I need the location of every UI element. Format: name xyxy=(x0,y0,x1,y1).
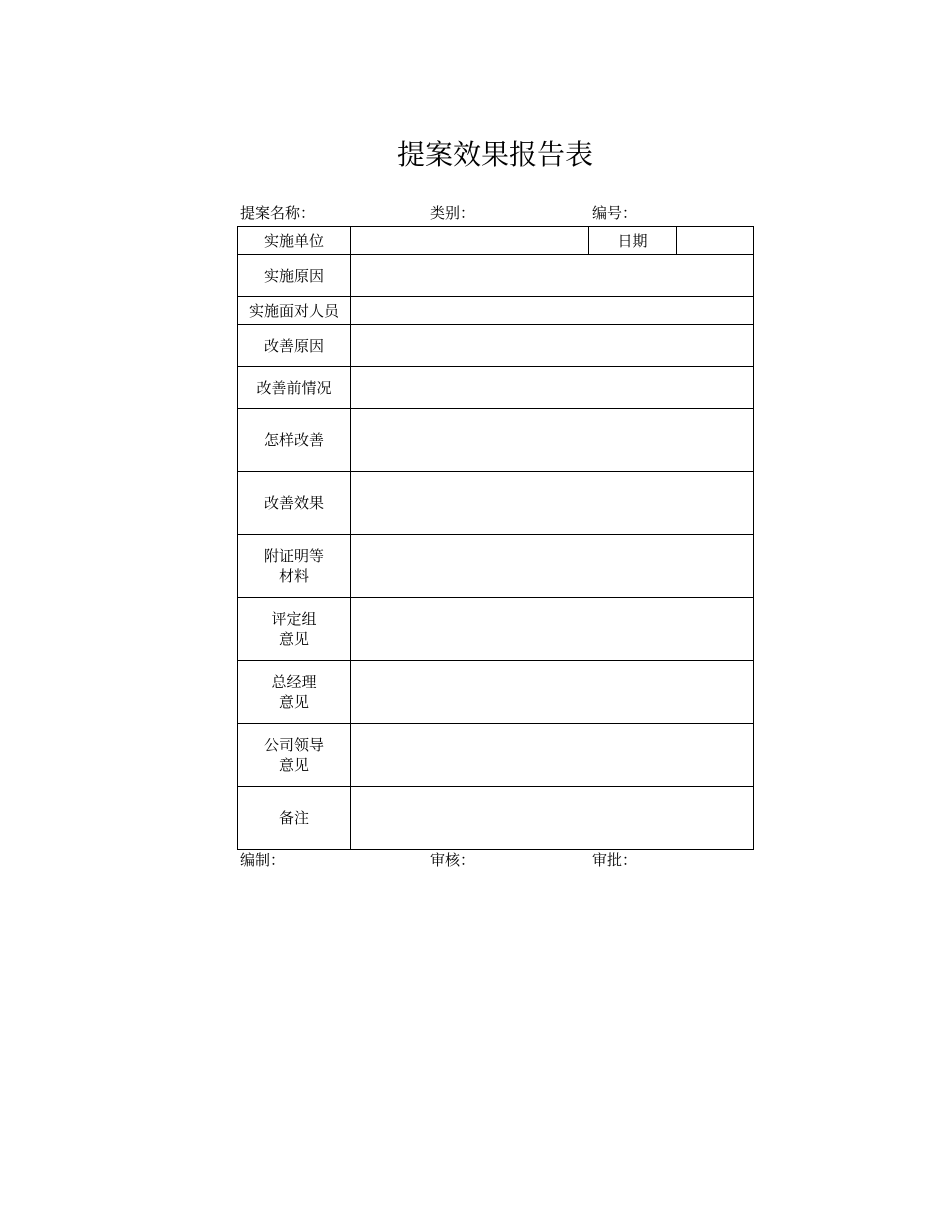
row-label-improve-reason: 改善原因 xyxy=(238,325,351,367)
row-label-committee: 评定组 意见 xyxy=(238,598,351,661)
row-label-company: 公司领导 意见 xyxy=(238,724,351,787)
table-row xyxy=(238,535,754,598)
field-personnel[interactable] xyxy=(351,297,754,325)
table-row xyxy=(238,227,754,255)
field-remarks[interactable] xyxy=(351,787,754,850)
table-row xyxy=(238,409,754,472)
table-row xyxy=(238,297,754,325)
field-company[interactable] xyxy=(351,724,754,787)
table-row xyxy=(238,367,754,409)
row-label-unit: 实施单位 xyxy=(238,227,351,255)
row-label-gm: 总经理 意见 xyxy=(238,661,351,724)
form-header-fields xyxy=(240,202,753,224)
table-row xyxy=(238,255,754,297)
field-date[interactable] xyxy=(677,227,754,255)
row-label-date: 日期 xyxy=(589,227,677,255)
table-row xyxy=(238,787,754,850)
field-reason[interactable] xyxy=(351,255,754,297)
row-label-before: 改善前情况 xyxy=(238,367,351,409)
prepared-by-label: 编制： xyxy=(240,851,286,869)
reviewed-by-label: 审核： xyxy=(430,851,476,869)
field-attachments[interactable] xyxy=(351,535,754,598)
table-row xyxy=(238,661,754,724)
field-improve-reason[interactable] xyxy=(351,325,754,367)
row-label-how: 怎样改善 xyxy=(238,409,351,472)
report-form-table xyxy=(237,226,754,850)
field-how[interactable] xyxy=(351,409,754,472)
category-label: 类别： xyxy=(430,204,476,222)
field-committee[interactable] xyxy=(351,598,754,661)
field-gm[interactable] xyxy=(351,661,754,724)
row-label-remarks: 备注 xyxy=(238,787,351,850)
approved-by-label: 审批： xyxy=(592,851,638,869)
row-label-effect: 改善效果 xyxy=(238,472,351,535)
row-label-attachments: 附证明等 材料 xyxy=(238,535,351,598)
row-label-reason: 实施原因 xyxy=(238,255,351,297)
field-before[interactable] xyxy=(351,367,754,409)
field-effect[interactable] xyxy=(351,472,754,535)
field-unit[interactable] xyxy=(351,227,589,255)
form-footer-fields xyxy=(240,849,753,871)
row-label-personnel: 实施面对人员 xyxy=(238,297,351,325)
proposal-name-label: 提案名称： xyxy=(240,204,316,222)
page-title: 提案效果报告表 xyxy=(396,138,593,171)
table-row xyxy=(238,325,754,367)
table-row xyxy=(238,724,754,787)
number-label: 编号： xyxy=(592,204,638,222)
table-row xyxy=(238,472,754,535)
table-row xyxy=(238,598,754,661)
